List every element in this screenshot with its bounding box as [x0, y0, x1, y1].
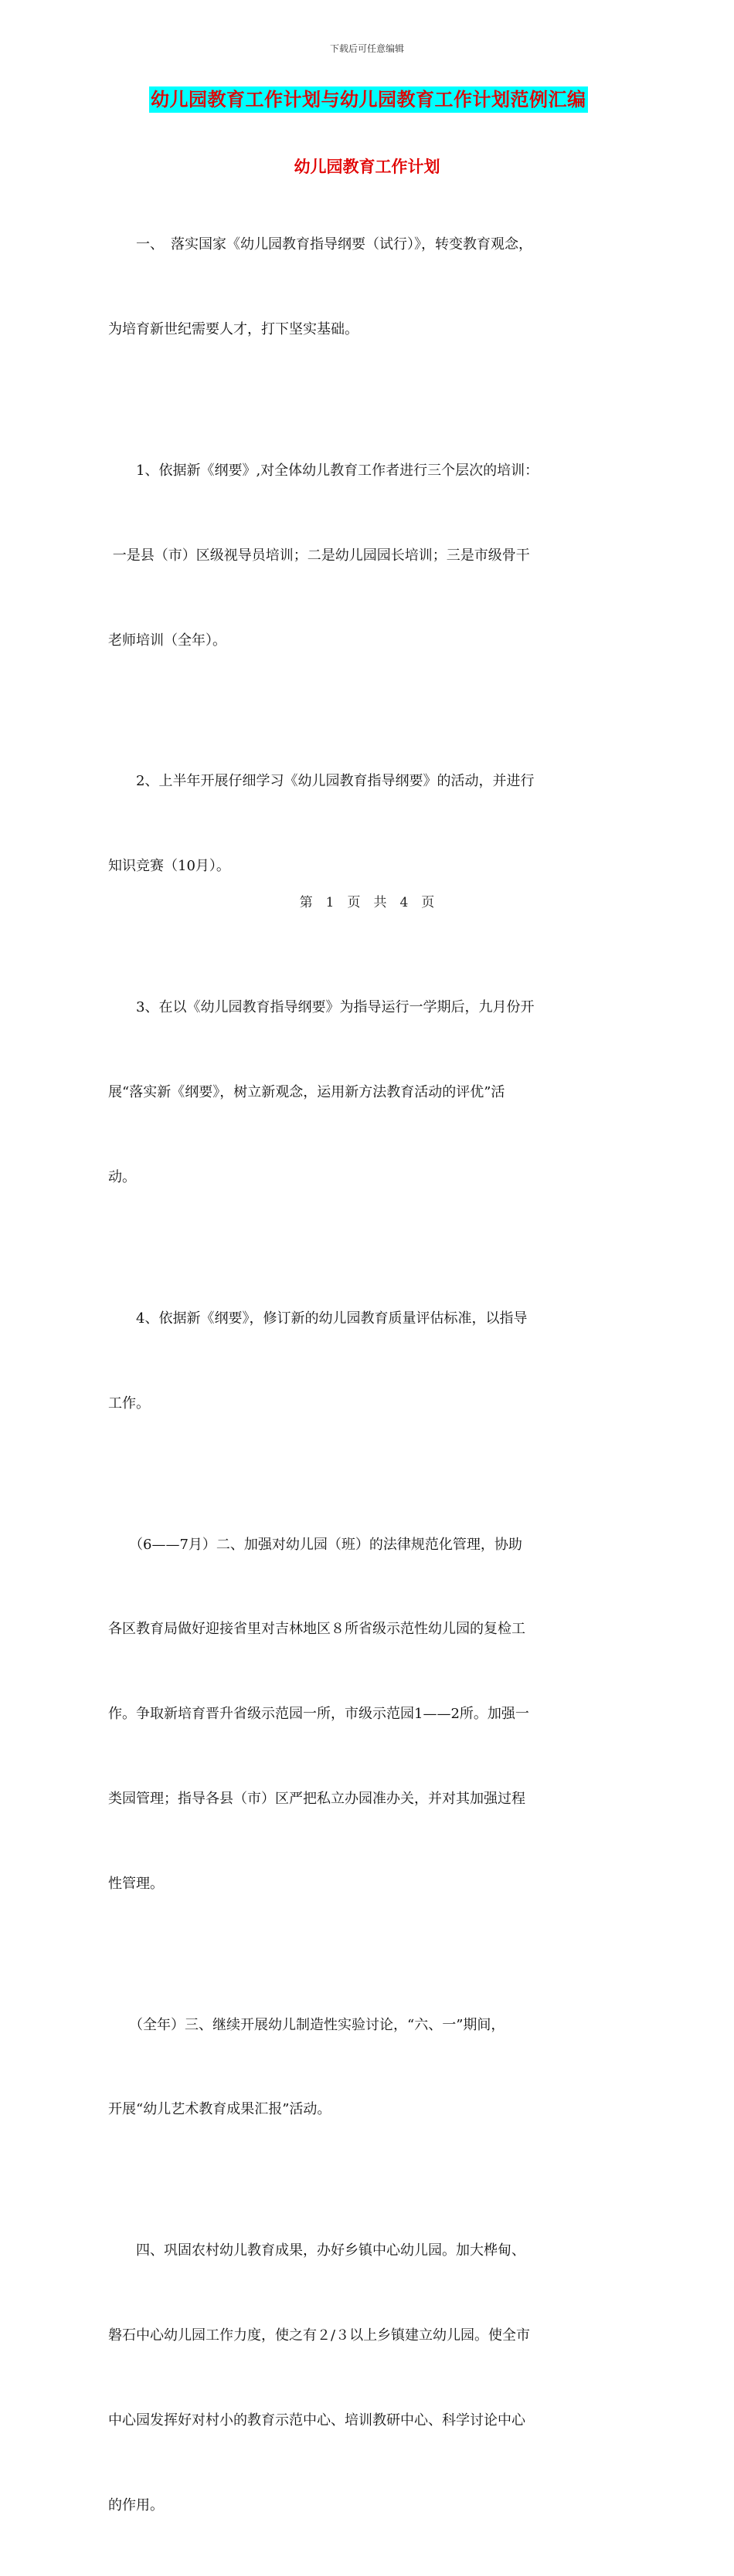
text-line: 老师培训（全年）。	[108, 632, 226, 649]
section-title: 幼儿园教育工作计划	[294, 158, 440, 176]
text-line: （6——7月）二、加强对幼儿园（班）的法律规范化管理，协助	[108, 1536, 522, 1553]
text-line: 四、巩固农村幼儿教育成果，办好乡镇中心幼儿园。加大桦甸、	[108, 2242, 525, 2259]
text-line: 开展“幼儿艺术教育成果汇报”活动。	[108, 2101, 331, 2118]
text-line: 中心园发挥好对村小的教育示范中心、培训教研中心、科学讨论中心	[108, 2412, 525, 2429]
text-line: （全年）三、继续开展幼儿制造性实验讨论，“六、一”期间，	[108, 2016, 505, 2033]
text-line: 类园管理；指导各县（市）区严把私立办园准办关，并对其加强过程	[108, 1790, 525, 1807]
text-line: 展“落实新《纲要》，树立新观念，运用新方法教育活动的评优”活	[108, 1084, 505, 1100]
text-line: 动。	[108, 1168, 136, 1185]
text-line: 1、依据新《纲要》,对全体幼儿教育工作者进行三个层次的培训：	[108, 462, 539, 479]
text-line: 磐石中心幼儿园工作力度，使之有２/３以上乡镇建立幼儿园。使全市	[108, 2327, 531, 2344]
text-line: 一、 落实国家《幼儿园教育指导纲要（试行）》，转变教育观念，	[108, 236, 532, 253]
paragraph	[108, 175, 641, 401]
paragraph	[108, 2181, 641, 2576]
body-text	[108, 175, 641, 2576]
header-note: 下载后可任意编辑	[329, 43, 404, 54]
document-title: 幼儿园教育工作计划与幼儿园教育工作计划范例汇编	[149, 86, 588, 113]
text-line: 为培育新世纪需要人才，打下坚实基础。	[108, 320, 359, 337]
text-line: 工作。	[108, 1395, 150, 1412]
text-line: 2、上半年开展仔细学习《幼儿园教育指导纲要》的活动，并进行	[108, 773, 535, 790]
text-line: 的作用。	[108, 2496, 164, 2513]
text-line: 4、依据新《纲要》，修订新的幼儿园教育质量评估标准，以指导	[108, 1310, 528, 1327]
text-line: 一是县（市）区级视导员培训；二是幼儿园园长培训；三是市级骨干	[108, 547, 530, 564]
page-number-footer: 第 1 页 共 4 页	[299, 895, 435, 910]
text-line: 性管理。	[108, 1875, 164, 1892]
text-line: 3、在以《幼儿园教育指导纲要》为指导运行一学期后，九月份开	[108, 999, 535, 1016]
paragraph	[108, 937, 641, 1249]
text-line: 作。争取新培育晋升省级示范园一所，市级示范园1——2所。加强一	[108, 1706, 529, 1723]
paragraph	[108, 401, 641, 712]
paragraph	[108, 1954, 641, 2181]
paragraph	[108, 1249, 641, 1475]
text-line: 各区教育局做好迎接省里对吉林地区８所省级示范性幼儿园的复检工	[108, 1621, 525, 1638]
text-line: 知识竞赛（10月）。	[108, 858, 230, 875]
paragraph	[108, 1474, 641, 1954]
